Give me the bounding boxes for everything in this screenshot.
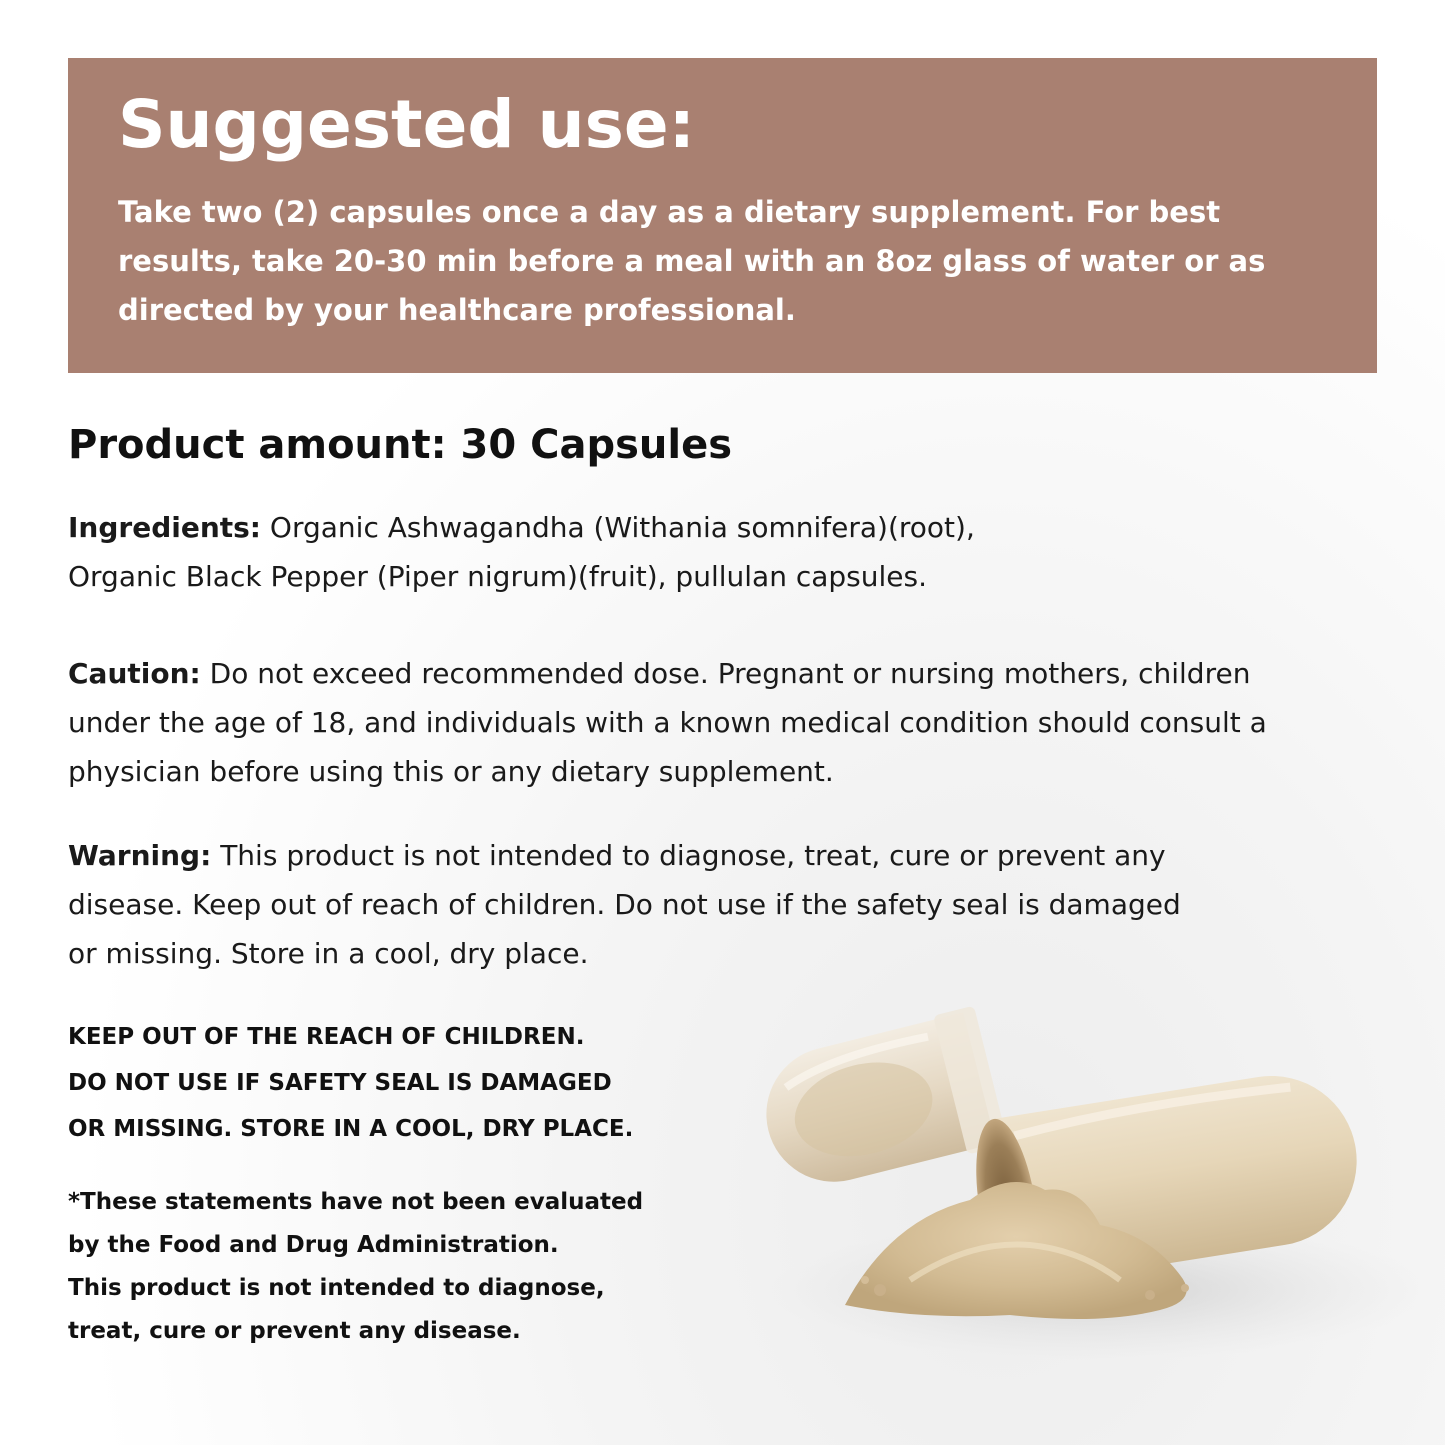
fda-disclaimer-line-4: treat, cure or prevent any disease. [68,1318,521,1344]
product-amount: Product amount: 30 Capsules [68,422,733,468]
caution-paragraph [68,649,1308,796]
ingredients-line-1: Organic Ashwagandha (Withania somnifera)(root), [269,511,975,544]
banner-title: Suggested use: [118,86,696,163]
caution-text: Do not exceed recommended dose. Pregnant or nursing mothers, children under the age of 18, and individuals with a known medical condition should consult a physician before using this or any dietary supplement. [68,657,1267,788]
caps-notice [68,1014,688,1152]
fda-disclaimer-line-2: by the Food and Drug Administration. [68,1232,559,1258]
open-capsule-icon [680,990,1445,1445]
warning-paragraph [68,831,1208,978]
ingredients-line-2: Organic Black Pepper (Piper nigrum)(fruit), pullulan capsules. [68,560,927,593]
banner-text: Take two (2) capsules once a day as a dietary supplement. For best results, take 20-30 min before a meal with an 8oz glass of water or as directed by your healthcare professional. [118,195,1266,327]
warning-label: Warning: [68,839,212,872]
caution-label: Caution: [68,657,201,690]
caps-notice-line-2: DO NOT USE IF SAFETY SEAL IS DAMAGED [68,1070,612,1096]
fda-disclaimer-line-1: *These statements have not been evaluated [68,1189,644,1215]
caps-notice-line-3: OR MISSING. STORE IN A COOL, DRY PLACE. [68,1116,634,1142]
fda-disclaimer [68,1181,688,1353]
ingredients-paragraph [68,503,1068,601]
caps-notice-line-1: KEEP OUT OF THE REACH OF CHILDREN. [68,1024,585,1050]
suggested-use-banner [68,58,1377,373]
fda-disclaimer-line-3: This product is not intended to diagnose, [68,1275,605,1301]
ingredients-label: Ingredients: [68,511,262,544]
warning-text: This product is not intended to diagnose, treat, cure or prevent any disease. Keep out of reach of children. Do not use if the safety seal is damaged or missing. Store in a cool, dry place. [68,839,1181,970]
